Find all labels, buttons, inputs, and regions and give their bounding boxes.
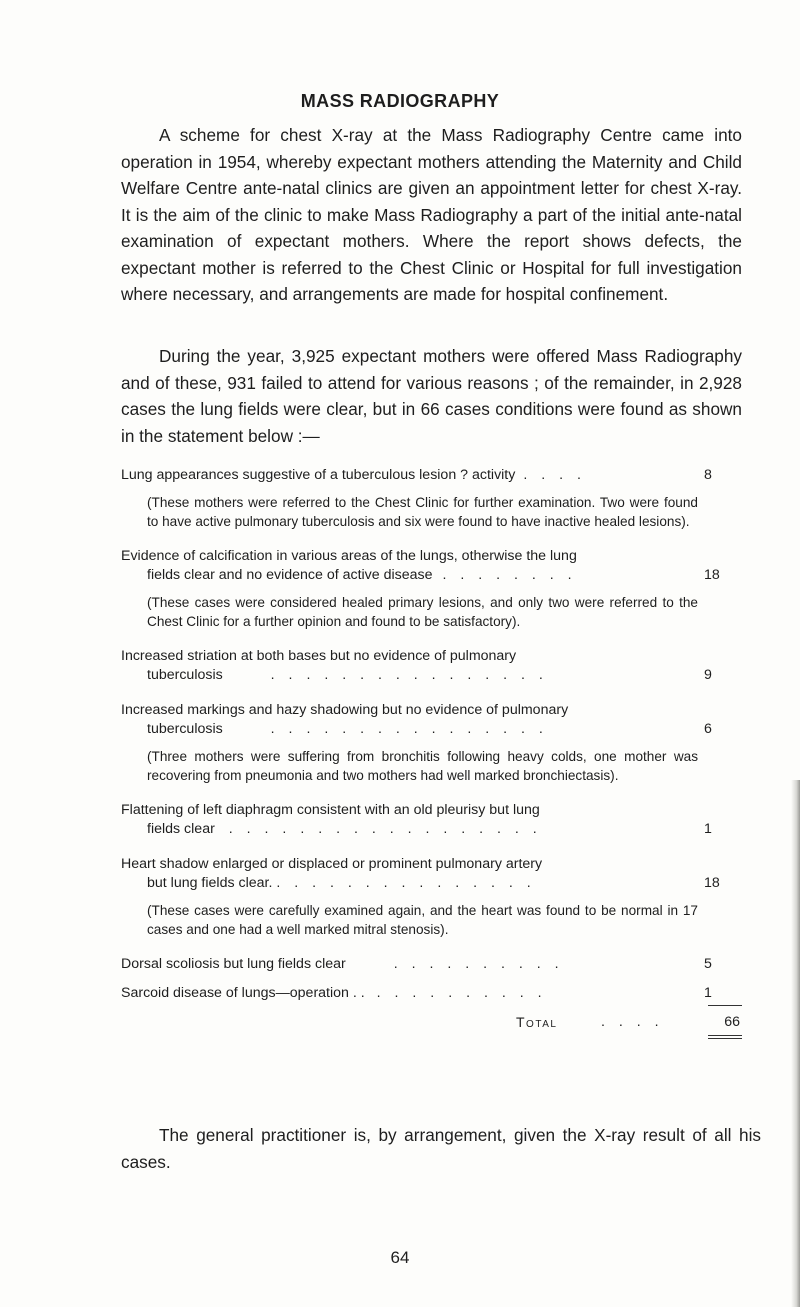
item-line: Heart shadow enlarged or displaced or prominent pulmonary artery <box>121 856 543 872</box>
item-line: Increased markings and hazy shadowing but no evidence of pulmonary <box>121 702 569 718</box>
item-note: (These cases were considered healed primary lesions, and only two were referred to the Chest Clinic for a further opinion and found to be satisfactory). <box>147 595 698 629</box>
item-count: 1 <box>704 821 712 837</box>
closing-paragraph <box>121 1122 761 1175</box>
total-count: 66 <box>724 1014 740 1030</box>
item-count: 9 <box>704 667 712 683</box>
leader-dots: . . . . . . . . . . . . . . . . . . <box>228 821 542 837</box>
item-count: 5 <box>704 956 712 972</box>
year-paragraph <box>121 343 742 449</box>
year-text: During the year, 3,925 expectant mothers were offered Mass Radiography and of these, 931 failed to attend for various reasons ; of the remainder, in 2,928 cases the lung fields were clear, but in 66 cases conditions were found as shown in the statement below :— <box>121 346 742 446</box>
intro-paragraph <box>121 122 742 308</box>
statement-item <box>121 984 742 1003</box>
statement-list <box>121 466 742 1033</box>
leader-dots: . . . . . . . . . . <box>393 956 564 972</box>
item-count: 8 <box>704 467 712 483</box>
item-note: (Three mothers were suffering from bronchitis following heavy colds, one mother was recovering from pneumonia and two mothers had well marked bronchiectasis). <box>147 749 698 783</box>
leader-dots: . . . . . . . . . . <box>376 985 547 1001</box>
statement-item <box>121 955 742 974</box>
page-title: MASS RADIOGRAPHY <box>300 91 500 111</box>
item-line: tuberculosis . . . . . . . . . . . . . . . . 6 <box>121 720 742 739</box>
leader-dots: . . . . . . . . . . . . . . . . <box>270 721 548 737</box>
leader-dots: . . . . <box>601 1014 664 1030</box>
statement-item <box>121 701 742 785</box>
item-note: (These mothers were referred to the Chest Clinic for further examination. Two were found to have active pulmonary tuberculosis and six were found to have inactive healed lesions). <box>147 495 698 529</box>
item-count: 18 <box>704 875 720 891</box>
leader-dots: . . . . . . . . <box>442 567 577 583</box>
item-line: fields clear and no evidence of active disease . . . . . . . . 18 <box>121 566 742 585</box>
total-row <box>121 1003 742 1033</box>
item-count: 1 <box>704 985 712 1001</box>
closing-text: The general practitioner is, by arrangement, given the X-ray result of all his cases. <box>121 1125 761 1172</box>
item-line: Dorsal scoliosis but lung fields clear . . . . . . . . . . 5 <box>121 955 742 974</box>
leader-dots: . . . . . . . . . . . . . . <box>294 875 536 891</box>
statement-item <box>121 647 742 685</box>
item-note: (These cases were carefully examined again, and the heart was found to be normal in 17 cases and one had a well marked mitral stenosis). <box>147 903 698 937</box>
item-line: but lung fields clear. . . . . . . . . . . . . . . . 18 <box>121 874 742 893</box>
sum-rule <box>708 1005 742 1006</box>
statement-item <box>121 855 742 939</box>
statement-item <box>121 547 742 631</box>
statement-item <box>121 466 742 531</box>
item-line: Lung appearances suggestive of a tuberculous lesion ? activity . . . . 8 <box>121 466 742 485</box>
item-line: fields clear . . . . . . . . . . . . . . . . . . 1 <box>121 820 742 839</box>
leader-dots: . . . . <box>523 467 586 483</box>
item-line: Evidence of calcification in various areas of the lungs, otherwise the lung <box>121 548 577 564</box>
double-rule <box>708 1038 742 1039</box>
statement-item <box>121 801 742 839</box>
page-edge-shadow <box>791 780 800 1307</box>
double-rule <box>708 1035 742 1036</box>
item-line: tuberculosis . . . . . . . . . . . . . . . . 9 <box>121 666 742 685</box>
item-line: Flattening of left diaphragm consistent with an old pleurisy but lung <box>121 802 540 818</box>
item-count: 18 <box>704 567 720 583</box>
total-label: Total <box>516 1014 558 1030</box>
item-count: 6 <box>704 721 712 737</box>
intro-text: A scheme for chest X-ray at the Mass Radiography Centre came into operation in 1954, whereby expectant mothers attending the Maternity and Child Welfare Centre ante-natal clinics are given an appointment letter for chest X-ray. It is the aim of the clinic to make Mass Radiography a part of the initial ante-natal examination of expectant mothers. Where the report shows defects, the expectant mother is referred to the Chest Clinic or Hospital for full investigation where necessary, and arrangements are made for hospital confinement. <box>121 125 742 304</box>
leader-dots: . . . . . . . . . . . . . . . . <box>270 667 548 683</box>
page-number: 64 <box>390 1248 410 1267</box>
item-line: Increased striation at both bases but no evidence of pulmonary <box>121 648 517 664</box>
item-line: Sarcoid disease of lungs—operation . . . . . . . . . . . . 1 <box>121 984 742 1003</box>
